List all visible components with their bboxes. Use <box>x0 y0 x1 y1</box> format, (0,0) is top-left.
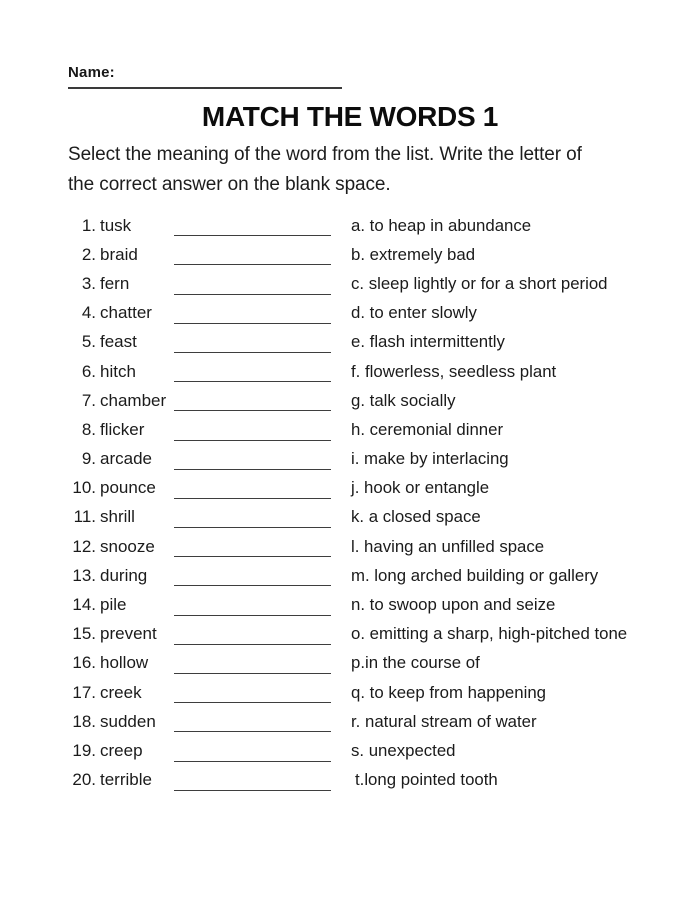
word-label: snooze <box>100 536 155 556</box>
word-number: 3. <box>81 273 96 293</box>
answer-blank-line[interactable] <box>174 503 331 532</box>
definition-label: m. long arched building or gallery <box>351 565 599 585</box>
answer-blank-line[interactable] <box>174 445 331 474</box>
word-number: 17. <box>72 682 96 702</box>
word-label: terrible <box>100 770 152 790</box>
answer-blank-line[interactable] <box>174 386 331 415</box>
word-label: arcade <box>100 449 152 469</box>
answer-blank-line[interactable] <box>174 678 331 707</box>
definition-label: k. a closed space <box>351 507 481 527</box>
match-row <box>68 445 668 474</box>
definition-label: l. having an unfilled space <box>351 536 545 556</box>
match-row <box>68 678 668 707</box>
answer-blank-line[interactable] <box>174 736 331 765</box>
word-label: hollow <box>100 653 149 673</box>
word-number: 9. <box>81 449 96 469</box>
match-row <box>68 299 668 328</box>
word-label: feast <box>100 332 137 352</box>
word-number: 1. <box>81 215 96 235</box>
answer-blank-line[interactable] <box>174 328 331 357</box>
definition-label: a. to heap in abundance <box>351 215 532 235</box>
definition-label: p.in the course of <box>351 653 480 673</box>
word-label: shrill <box>100 507 135 527</box>
match-row <box>68 386 668 415</box>
definition-label: n. to swoop upon and seize <box>351 595 556 615</box>
definition-label: i. make by interlacing <box>351 449 509 469</box>
definition-label: o. emitting a sharp, high-pitched tone <box>351 624 628 644</box>
answer-blank-line[interactable] <box>174 269 331 298</box>
match-list <box>68 211 668 795</box>
answer-blank-line[interactable] <box>174 474 331 503</box>
answer-blank-line[interactable] <box>174 649 331 678</box>
word-number: 11. <box>73 507 96 527</box>
match-row <box>68 649 668 678</box>
instructions <box>68 140 582 199</box>
definition-label: b. extremely bad <box>351 244 476 264</box>
match-row <box>68 240 668 269</box>
word-label: chamber <box>100 390 167 410</box>
word-number: 12. <box>72 536 96 556</box>
word-label: pile <box>100 595 127 615</box>
word-number: 18. <box>72 711 96 731</box>
word-label: fern <box>100 273 130 293</box>
answer-blank-line[interactable] <box>174 620 331 649</box>
definition-label: g. talk socially <box>351 390 456 410</box>
definition-label: h. ceremonial dinner <box>351 419 504 439</box>
word-label: braid <box>100 244 138 264</box>
definition-label: q. to keep from happening <box>351 682 546 702</box>
word-number: 8. <box>81 419 96 439</box>
answer-blank-line[interactable] <box>174 299 331 328</box>
name-block <box>68 64 342 82</box>
answer-blank-line[interactable] <box>174 590 331 619</box>
match-row <box>68 620 668 649</box>
word-number: 14. <box>72 595 96 615</box>
match-row <box>68 590 668 619</box>
word-label: prevent <box>100 624 157 644</box>
instructions-line-2: the correct answer on the blank space. <box>68 173 391 195</box>
word-number: 5. <box>81 332 96 352</box>
name-write-in-line[interactable] <box>68 87 342 89</box>
answer-blank-line[interactable] <box>174 211 331 240</box>
word-number: 6. <box>81 361 96 381</box>
match-row <box>68 532 668 561</box>
definition-label: e. flash intermittently <box>351 332 505 352</box>
match-row <box>68 503 668 532</box>
match-row <box>68 357 668 386</box>
answer-blank-line[interactable] <box>174 240 331 269</box>
match-row <box>68 415 668 444</box>
word-number: 15. <box>72 624 96 644</box>
definition-label: c. sleep lightly or for a short period <box>351 273 608 293</box>
match-row <box>68 707 668 736</box>
word-label: flicker <box>100 419 145 439</box>
definition-label: t.long pointed tooth <box>355 770 498 790</box>
word-number: 20. <box>72 770 96 790</box>
word-number: 16. <box>72 653 96 673</box>
match-row <box>68 474 668 503</box>
instructions-line-1: Select the meaning of the word from the list. Write the letter of <box>68 144 582 165</box>
answer-blank-line[interactable] <box>174 766 331 795</box>
page-title: MATCH THE WORDS 1 <box>201 101 499 132</box>
match-row <box>68 766 668 795</box>
word-label: creep <box>100 740 143 760</box>
answer-blank-line[interactable] <box>174 415 331 444</box>
word-label: sudden <box>100 711 156 731</box>
definition-label: r. natural stream of water <box>351 711 537 731</box>
definition-label: j. hook or entangle <box>351 478 490 498</box>
word-label: hitch <box>100 361 136 381</box>
answer-blank-line[interactable] <box>174 707 331 736</box>
definition-label: d. to enter slowly <box>351 303 477 323</box>
word-label: during <box>100 565 148 585</box>
word-number: 7. <box>81 390 96 410</box>
word-number: 13. <box>72 565 96 585</box>
name-label: Name: <box>68 64 115 81</box>
word-label: chatter <box>100 303 152 323</box>
word-number: 2. <box>81 244 96 264</box>
word-label: pounce <box>100 478 156 498</box>
definition-label: f. flowerless, seedless plant <box>351 361 557 381</box>
answer-blank-line[interactable] <box>174 357 331 386</box>
answer-blank-line[interactable] <box>174 561 331 590</box>
word-number: 10. <box>72 478 96 498</box>
word-number: 19. <box>72 740 96 760</box>
match-row <box>68 736 668 765</box>
answer-blank-line[interactable] <box>174 532 331 561</box>
definition-label: s. unexpected <box>351 740 456 760</box>
match-row <box>68 328 668 357</box>
word-label: tusk <box>100 215 132 235</box>
match-row <box>68 561 668 590</box>
match-row <box>68 211 668 240</box>
word-label: creek <box>100 682 142 702</box>
match-row <box>68 269 668 298</box>
word-number: 4. <box>81 303 96 323</box>
